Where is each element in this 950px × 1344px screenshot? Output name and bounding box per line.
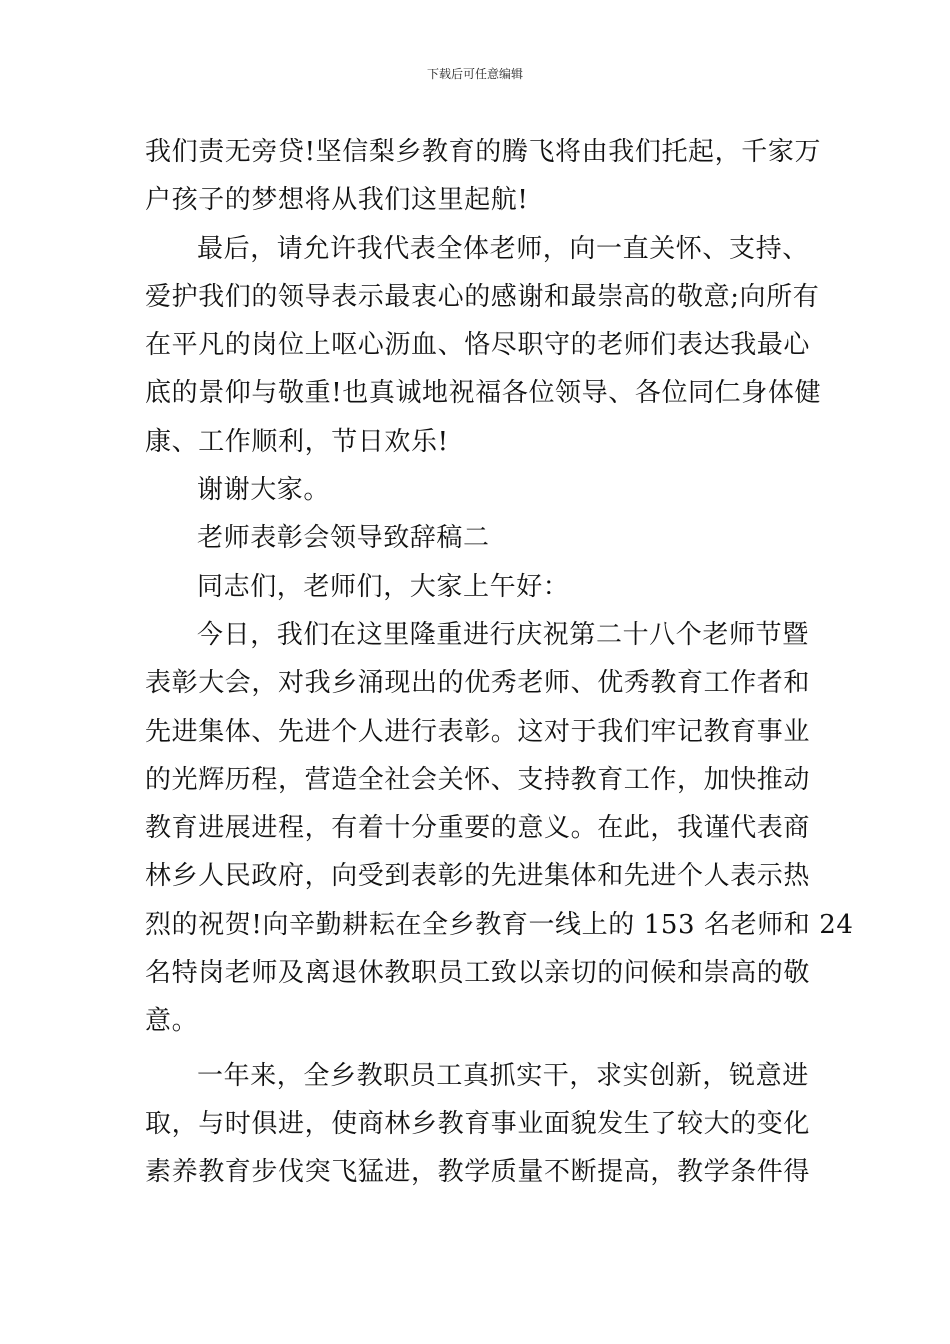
text-line: 康、工作顺利，节日欢乐! xyxy=(145,426,449,457)
document-body xyxy=(145,128,854,1197)
text-line: 的光辉历程，营造全社会关怀、支持教育工作，加快推动 xyxy=(145,764,811,795)
page-header: 下载后可任意编辑 xyxy=(426,67,523,81)
text-line: 取，与时俱进，使商林乡教育事业面貌发生了较大的变化 xyxy=(145,1108,811,1139)
text-line: 爱护我们的领导表示最衷心的感谢和最崇高的敬意;向所有 xyxy=(145,281,820,312)
text-line: 素养教育步伐突飞猛进，教学质量不断提高，教学条件得 xyxy=(145,1157,811,1188)
paragraph-start-line: 最后，请允许我代表全体老师，向一直关怀、支持、 xyxy=(197,233,809,264)
text-line: 我们责无旁贷!坚信梨乡教育的腾飞将由我们托起，千家万 xyxy=(145,137,822,167)
text-line: 表彰大会，对我乡涌现出的优秀老师、优秀教育工作者和 xyxy=(145,668,811,699)
text-line: 底的景仰与敬重!也真诚地祝福各位领导、各位同仁身体健 xyxy=(145,378,822,409)
text-line: 在平凡的岗位上呕心沥血、恪尽职守的老师们表达我最心 xyxy=(145,330,811,361)
paragraph-start-line: 今日，我们在这里隆重进行庆祝第二十八个老师节暨 xyxy=(197,619,809,650)
text-line: 户孩子的梦想将从我们这里起航! xyxy=(145,185,529,216)
text-line: 先进集体、先进个人进行表彰。这对于我们牢记教育事业 xyxy=(145,716,811,747)
text-line: 教育进展进程，有着十分重要的意义。在此，我谨代表商 xyxy=(145,813,811,844)
section-title: 老师表彰会领导致辞稿二 xyxy=(197,523,490,554)
text-line: 名特岗老师及离退休教职员工致以亲切的问候和崇高的敬 xyxy=(145,958,811,989)
text-line: 意。 xyxy=(145,1006,199,1037)
paragraph-start-line: 谢谢大家。 xyxy=(197,475,331,506)
salutation-line: 同志们，老师们，大家上午好： xyxy=(197,571,570,602)
text-line: 林乡人民政府，向受到表彰的先进集体和先进个人表示热 xyxy=(145,861,811,892)
paragraph-start-line: 一年来，全乡教职员工真抓实干，求实创新，锐意进 xyxy=(197,1060,809,1091)
text-line: 烈的祝贺!向辛勤耕耘在全乡教育一线上的 153 名老师和 24 xyxy=(145,909,854,940)
